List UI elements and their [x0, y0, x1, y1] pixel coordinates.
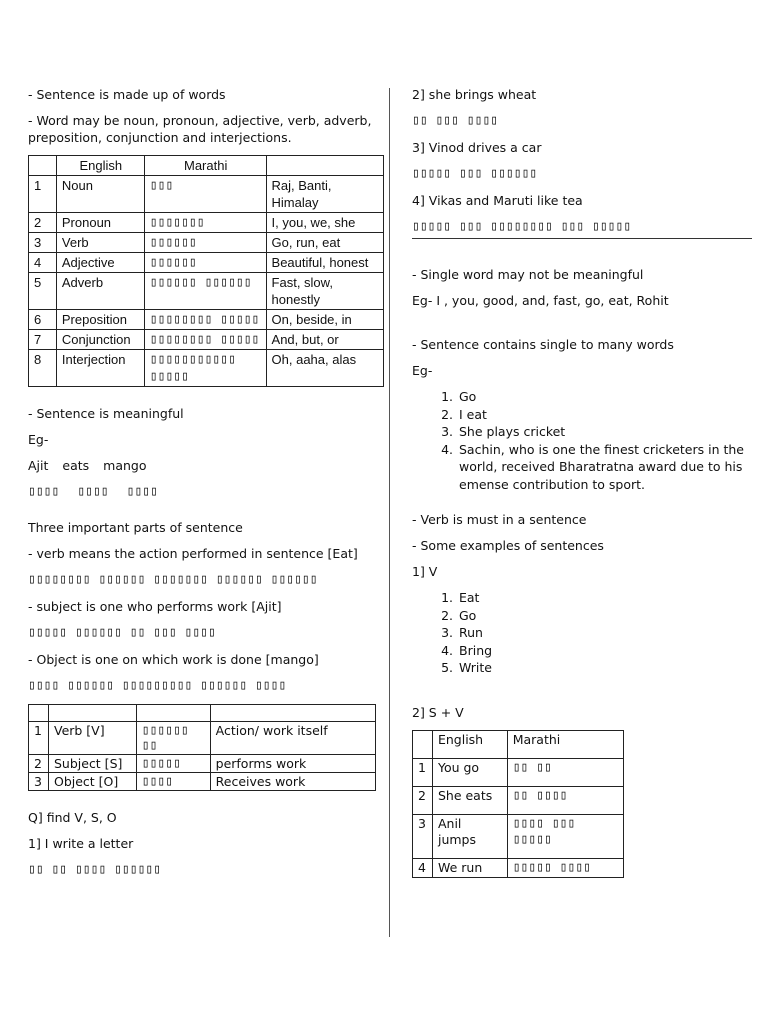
table-row [413, 758, 624, 786]
table-row [413, 814, 624, 858]
table-row [29, 755, 376, 773]
list-item: 3. Run [457, 624, 752, 642]
table-cell: ▯▯▯▯▯▯ ▯▯ [136, 722, 210, 755]
table-cell: 3 [413, 814, 433, 858]
table-cell: Raj, Banti, Himalay [266, 176, 383, 213]
table-cell: 5 [29, 273, 57, 310]
marathi-line: ▯▯▯▯▯ ▯▯▯ ▯▯▯▯▯▯▯▯ ▯▯▯ ▯▯▯▯▯ [412, 218, 752, 239]
paragraph: 1] V [412, 564, 438, 579]
list-item: 1. Eat [457, 589, 752, 607]
list-item: 2. I eat [457, 406, 752, 424]
table-cell [136, 705, 210, 722]
table-cell: ▯▯▯▯▯▯ [144, 233, 266, 253]
question: 4] Vikas and Maruti like tea [412, 193, 583, 208]
question: 1] I write a letter [28, 836, 134, 851]
question: 3] Vinod drives a car [412, 140, 542, 155]
paragraph: - verb means the action performed in sentence [Eat] [28, 546, 358, 561]
marathi-line: ▯▯▯▯▯ ▯▯▯▯▯▯ ▯▯ ▯▯▯ ▯▯▯▯ [28, 625, 216, 640]
paragraph: - Object is one on which work is done [mango] [28, 652, 319, 667]
table-cell: ▯▯ ▯▯ [507, 758, 623, 786]
table-cell: She eats [432, 786, 507, 814]
table-cell: English [56, 156, 144, 176]
table-cell: Receives work [210, 773, 375, 791]
list-item: 3. She plays cricket [457, 423, 752, 441]
table-cell: Oh, aaha, alas [266, 350, 383, 387]
question-heading: Q] find V, S, O [28, 810, 117, 825]
paragraph: - subject is one who performs work [Ajit] [28, 599, 282, 614]
table-cell: ▯▯▯▯▯▯▯▯ ▯▯▯▯▯ [144, 330, 266, 350]
paragraph: - Verb is must in a sentence [412, 512, 587, 527]
table-cell: 1 [29, 176, 57, 213]
table-cell: Adjective [56, 253, 144, 273]
paragraph: - Single word may not be meaningful [412, 267, 644, 282]
example-word: Ajit [28, 458, 49, 473]
table-cell: 2 [29, 755, 49, 773]
marathi-line: ▯▯▯▯▯▯▯▯ ▯▯▯▯▯▯ ▯▯▯▯▯▯▯ ▯▯▯▯▯▯ ▯▯▯▯▯▯ [28, 572, 318, 587]
table-cell: ▯▯▯▯▯ [136, 755, 210, 773]
example-word-marathi: ▯▯▯▯ [126, 484, 158, 499]
paragraph: Eg- [28, 432, 49, 447]
table-cell: On, beside, in [266, 310, 383, 330]
table-cell: ▯▯▯▯ [136, 773, 210, 791]
table-cell: ▯▯▯▯▯▯ ▯▯▯▯▯▯ [144, 273, 266, 310]
table-cell: Anil jumps [432, 814, 507, 858]
table-cell: And, but, or [266, 330, 383, 350]
table-cell: 7 [29, 330, 57, 350]
table-cell: Conjunction [56, 330, 144, 350]
table-cell: Marathi [144, 156, 266, 176]
table-row [29, 273, 384, 310]
question: 2] she brings wheat [412, 87, 537, 102]
marathi-line: ▯▯▯▯▯ ▯▯▯ ▯▯▯▯▯▯ [412, 166, 538, 181]
list-item: 4. Sachin, who is one the finest cricketers in the world, received Bharatratna award due to his emense contribution to sport. [457, 441, 752, 494]
paragraph: - Word may be noun, pronoun, adjective, verb, adverb, preposition, conjunction and interjections. [28, 113, 372, 145]
table-cell: Action/ work itself [210, 722, 375, 755]
table-cell: 3 [29, 233, 57, 253]
table-cell: ▯▯▯▯▯▯▯▯ ▯▯▯▯▯ [144, 310, 266, 330]
table-cell [266, 156, 383, 176]
right-column [412, 86, 752, 878]
table-cell [48, 705, 136, 722]
table-cell: Subject [S] [48, 755, 136, 773]
table-cell: ▯▯▯▯▯▯▯ [144, 213, 266, 233]
table-row [29, 176, 384, 213]
paragraph: - Sentence contains single to many words [412, 337, 674, 352]
paragraph: Three important parts of sentence [28, 520, 243, 535]
table-cell: Adverb [56, 273, 144, 310]
table-cell: Marathi [507, 730, 623, 758]
table-cell: Pronoun [56, 213, 144, 233]
table-row [29, 330, 384, 350]
table-cell: 4 [29, 253, 57, 273]
table-cell: ▯▯▯▯▯▯▯▯▯▯▯ ▯▯▯▯▯ [144, 350, 266, 387]
table-cell: ▯▯ ▯▯▯▯ [507, 786, 623, 814]
table-cell: English [432, 730, 507, 758]
svo-table [28, 704, 376, 791]
table-row [29, 233, 384, 253]
table-cell: ▯▯▯▯▯▯ [144, 253, 266, 273]
table-cell: We run [432, 858, 507, 877]
table-cell: Interjection [56, 350, 144, 387]
list-item: 4. Bring [457, 642, 752, 660]
paragraph: Eg- [412, 363, 433, 378]
example-word: mango [103, 458, 147, 473]
table-cell [210, 705, 375, 722]
table-cell: 6 [29, 310, 57, 330]
parts-of-speech-table [28, 155, 384, 387]
table-cell [29, 156, 57, 176]
table-cell: 1 [413, 758, 433, 786]
table-cell: Object [O] [48, 773, 136, 791]
list-item: 5. Write [457, 659, 752, 677]
table-cell: 8 [29, 350, 57, 387]
example-word-marathi: ▯▯▯▯ [28, 484, 60, 499]
table-row [29, 253, 384, 273]
table-cell: ▯▯▯ [144, 176, 266, 213]
sv-table [412, 730, 624, 878]
paragraph: 2] S + V [412, 704, 464, 720]
table-cell: performs work [210, 755, 375, 773]
table-cell: 1 [29, 722, 49, 755]
paragraph: - Sentence is meaningful [28, 406, 184, 421]
table-cell: 3 [29, 773, 49, 791]
left-column [28, 86, 384, 879]
example-word-marathi: ▯▯▯▯ [77, 484, 109, 499]
table-header-row [413, 730, 624, 758]
table-cell: 2 [413, 786, 433, 814]
table-header-row [29, 156, 384, 176]
table-cell: ▯▯▯▯▯ ▯▯▯▯ [507, 858, 623, 877]
list-item: 2. Go [457, 607, 752, 625]
example-sentence [28, 457, 384, 474]
table-cell: Preposition [56, 310, 144, 330]
table-row [413, 786, 624, 814]
table-cell: Fast, slow, honestly [266, 273, 383, 310]
table-row [29, 310, 384, 330]
table-cell: 2 [29, 213, 57, 233]
marathi-line: ▯▯ ▯▯▯ ▯▯▯▯ [412, 113, 499, 128]
paragraph: Eg- I , you, good, and, fast, go, eat, Rohit [412, 293, 669, 308]
marathi-line: ▯▯▯▯ ▯▯▯▯▯▯ ▯▯▯▯▯▯▯▯▯ ▯▯▯▯▯▯ ▯▯▯▯ [28, 678, 287, 693]
table-cell: Go, run, eat [266, 233, 383, 253]
verb-list [412, 589, 752, 677]
table-cell: Verb [56, 233, 144, 253]
table-cell [413, 730, 433, 758]
table-cell: I, you, we, she [266, 213, 383, 233]
table-row [29, 722, 376, 755]
paragraph: - Some examples of sentences [412, 538, 604, 553]
marathi-line: ▯▯ ▯▯ ▯▯▯▯ ▯▯▯▯▯▯ [28, 862, 162, 877]
table-row [29, 350, 384, 387]
table-row [29, 705, 376, 722]
table-cell: 4 [413, 858, 433, 877]
table-cell: ▯▯▯▯ ▯▯▯ ▯▯▯▯▯ [507, 814, 623, 858]
paragraph: - Sentence is made up of words [28, 87, 226, 102]
table-cell: Verb [V] [48, 722, 136, 755]
column-divider [389, 88, 390, 937]
table-row [29, 213, 384, 233]
table-row [29, 773, 376, 791]
table-row [413, 858, 624, 877]
list-item: 1. Go [457, 388, 752, 406]
table-cell [29, 705, 49, 722]
example-sentence-marathi [28, 483, 384, 501]
table-cell: You go [432, 758, 507, 786]
table-cell: Noun [56, 176, 144, 213]
table-cell: Beautiful, honest [266, 253, 383, 273]
example-word: eats [62, 458, 90, 473]
example-list [412, 388, 752, 493]
